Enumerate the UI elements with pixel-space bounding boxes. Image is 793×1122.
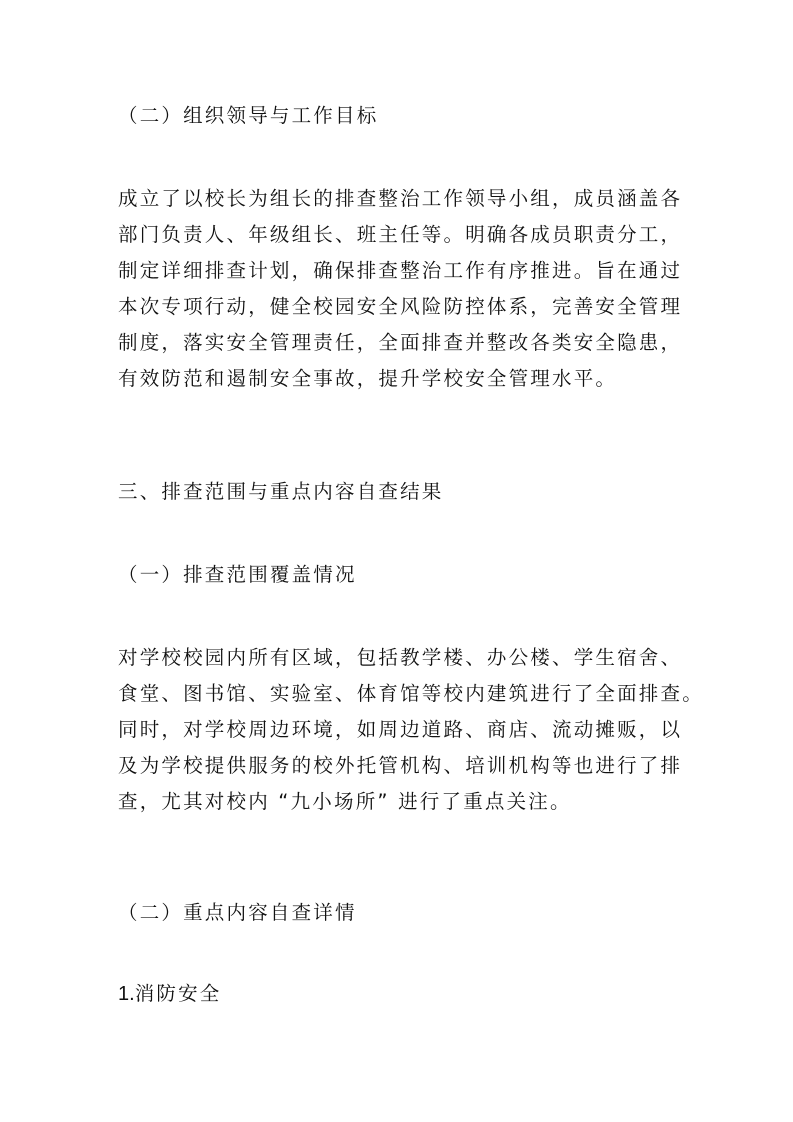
paragraph-scope xyxy=(118,640,704,820)
paragraph-line: 同时，对学校周边环境，如周边道路、商店、流动摊贩，以 xyxy=(118,718,683,741)
subheading-key-content-details xyxy=(118,895,683,931)
item-heading-fire-safety xyxy=(118,976,683,1012)
section-heading-scope-results xyxy=(118,474,683,510)
subheading-scope-coverage xyxy=(118,557,683,593)
paragraph-line: 制定详细排查计划，确保排查整治工作有序推进。旨在通过 xyxy=(118,259,683,282)
subheading-text: （二）组织领导与工作目标 xyxy=(118,104,379,127)
paragraph-organization xyxy=(118,181,683,397)
paragraph-line: 有效防范和遏制安全事故，提升学校安全管理水平。 xyxy=(118,367,618,390)
paragraph-line: 查，尤其对校内 “九小场所” 进行了重点关注。 xyxy=(118,790,572,813)
paragraph-line: 食堂、图书馆、实验室、体育馆等校内建筑进行了全面排查。 xyxy=(118,682,704,705)
paragraph-line: 部门负责人、年级组长、班主任等。明确各成员职责分工， xyxy=(118,223,683,246)
paragraph-line: 及为学校提供服务的校外托管机构、培训机构等也进行了排 xyxy=(118,754,683,777)
section-heading-text: 三、排查范围与重点内容自查结果 xyxy=(118,480,444,503)
subheading-text: （一）排查范围覆盖情况 xyxy=(118,563,357,586)
paragraph-line: 对学校校园内所有区域，包括教学楼、办公楼、学生宿舍、 xyxy=(118,646,683,669)
item-title: 消防安全 xyxy=(134,982,222,1005)
item-number: 1. xyxy=(118,983,135,1005)
paragraph-line: 成立了以校长为组长的排查整治工作领导小组，成员涵盖各 xyxy=(118,187,683,210)
subheading-text: （二）重点内容自查详情 xyxy=(118,901,357,924)
item-heading-line xyxy=(118,976,683,1012)
paragraph-line: 本次专项行动，健全校园安全风险防控体系，完善安全管理 xyxy=(118,295,683,318)
subheading-organization-goals xyxy=(118,98,683,134)
paragraph-line: 制度，落实安全管理责任，全面排查并整改各类安全隐患， xyxy=(118,331,683,354)
